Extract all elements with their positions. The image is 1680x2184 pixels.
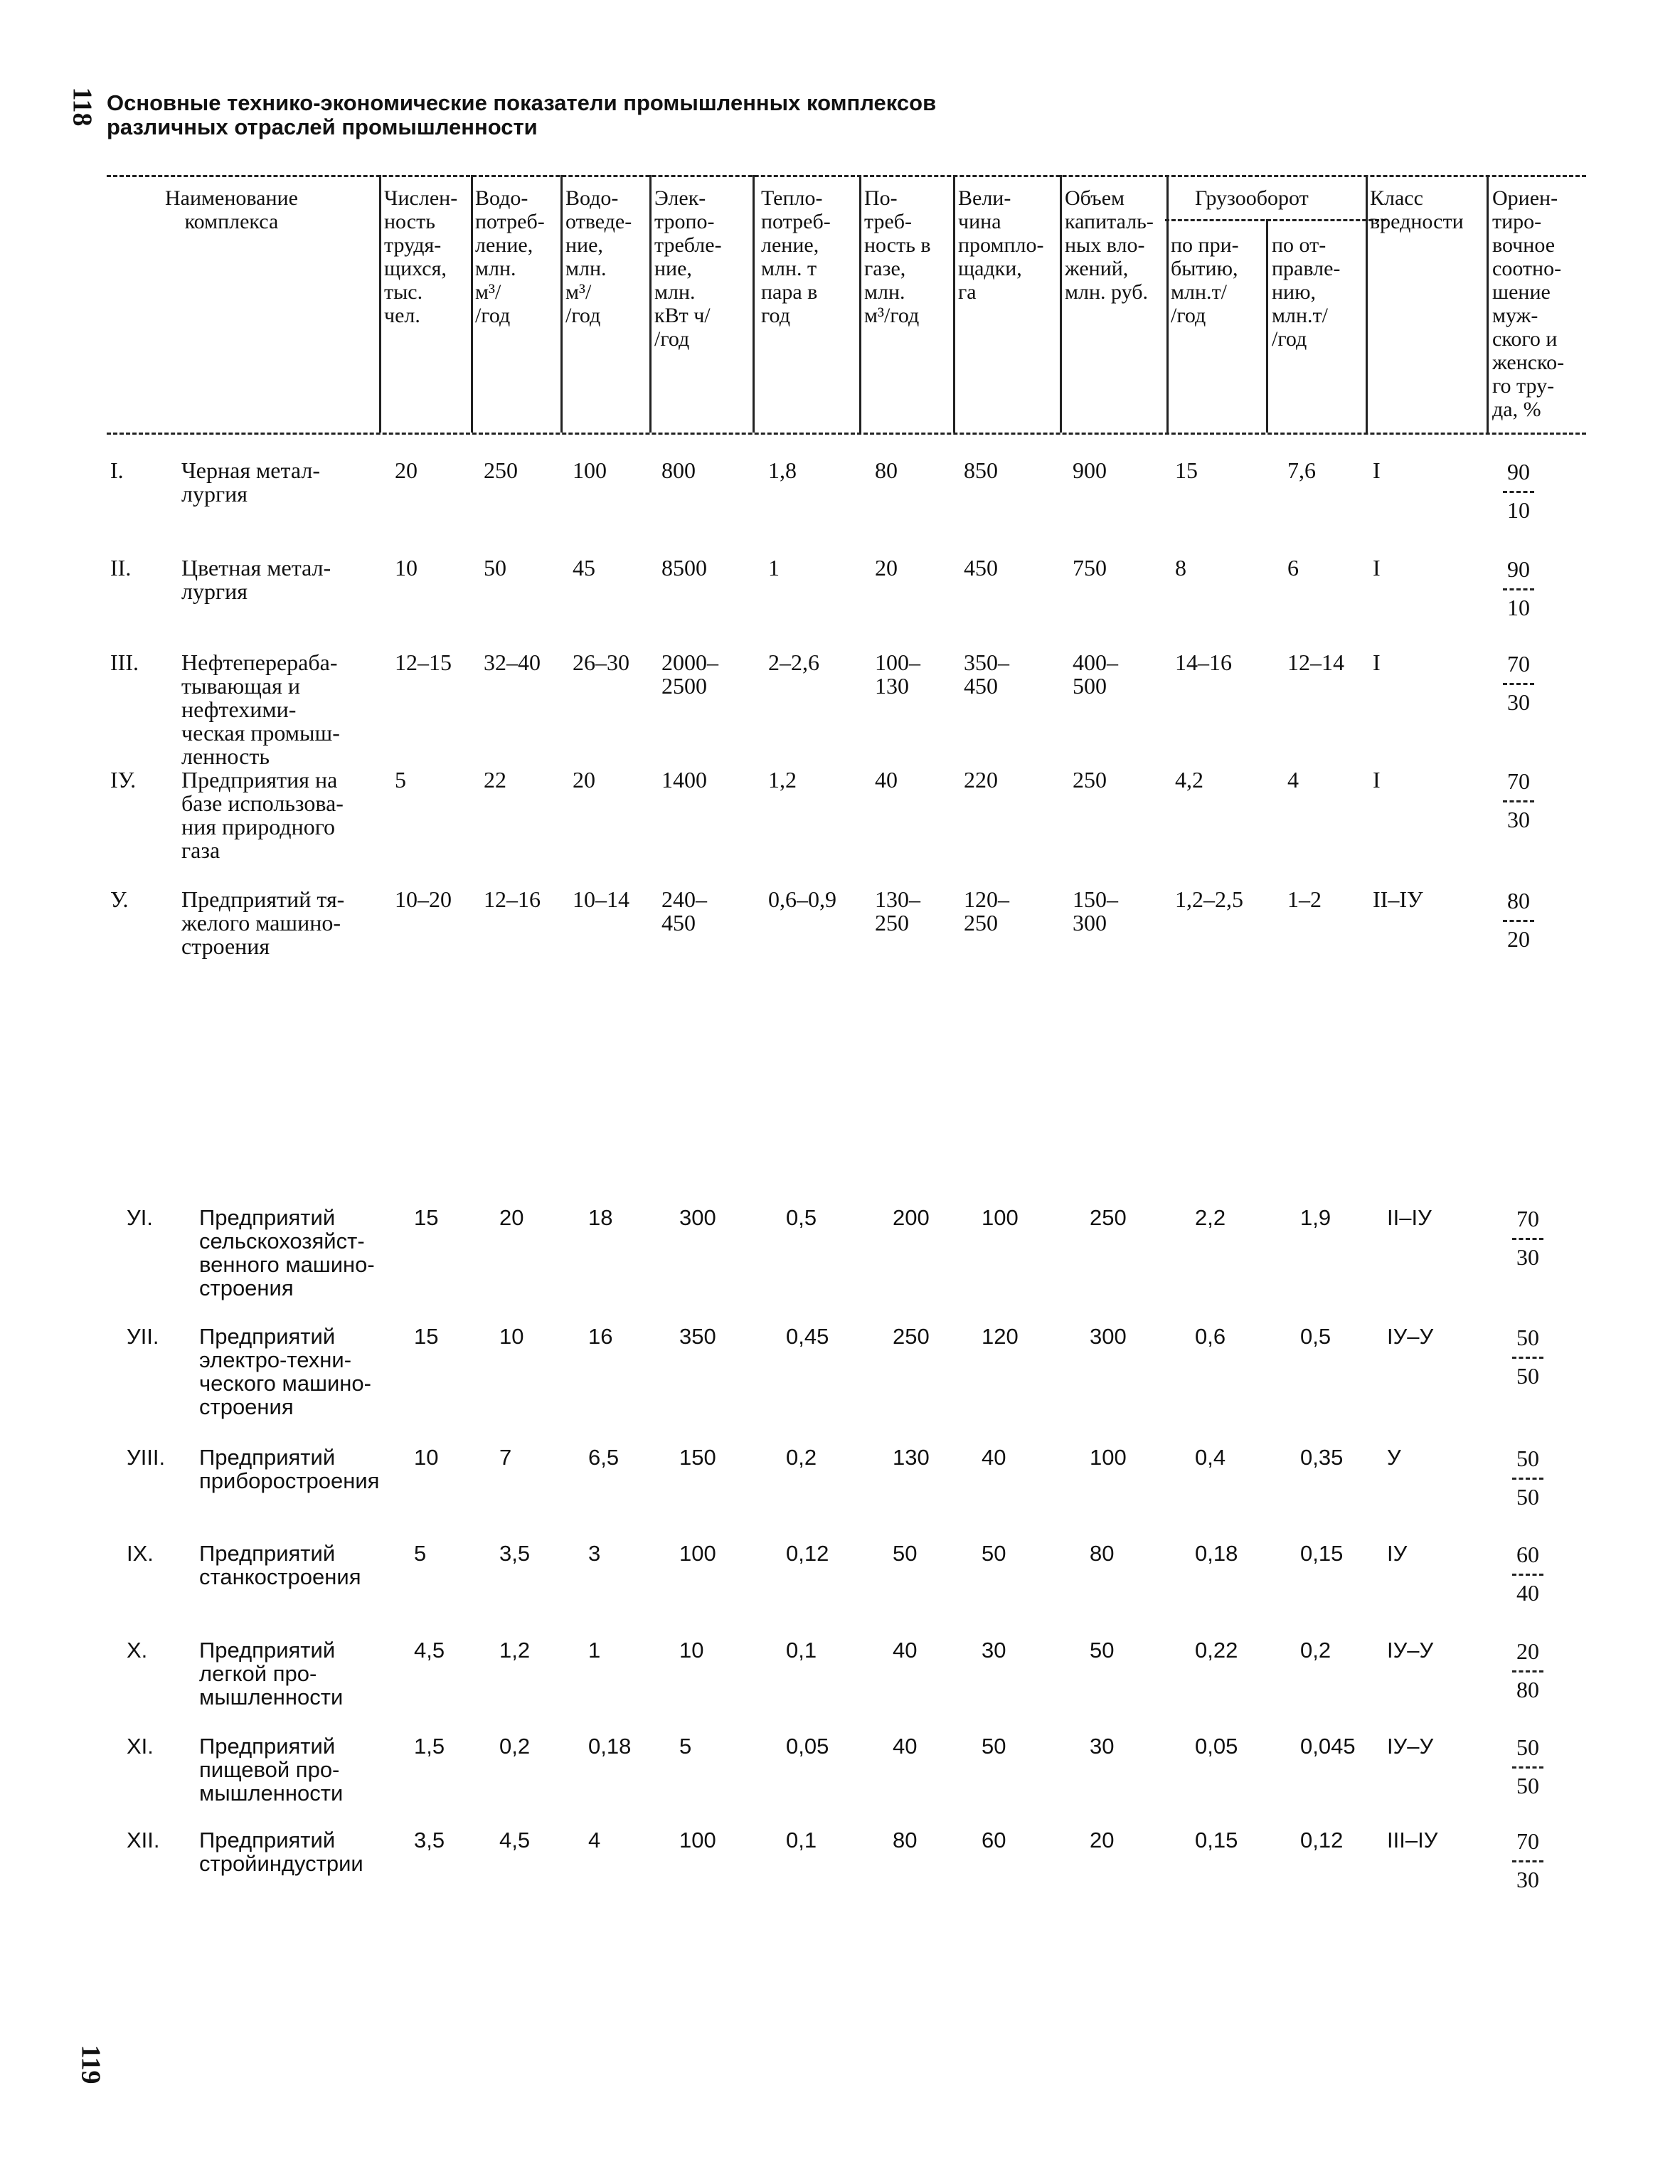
header-top-rule [107, 175, 1586, 177]
electricity-cell: 150 [679, 1445, 716, 1470]
header-area: Вели- чина промпло- щадки, га [958, 186, 1044, 304]
water-use-cell: 0,2 [499, 1734, 531, 1759]
ratio-male: 50 [1516, 1734, 1539, 1760]
investment-cell: 400– 500 [1073, 650, 1118, 699]
col-divider [471, 175, 473, 433]
gas-cell: 200 [893, 1205, 930, 1230]
row-number: УI. [127, 1205, 153, 1230]
freight-out-cell: 0,12 [1300, 1828, 1344, 1852]
heat-cell: 1 [768, 555, 780, 581]
hazard-cell: У [1387, 1445, 1401, 1470]
gender-ratio [1506, 1447, 1549, 1509]
row-name: Цветная метал- лургия [181, 555, 331, 604]
area-cell: 120 [982, 1324, 1019, 1349]
investment-cell: 250 [1090, 1205, 1127, 1230]
header-workers: Числен- ность трудя- щихся, тыс. чел. [384, 186, 458, 327]
hazard-cell: III–IУ [1387, 1828, 1438, 1852]
hazard-cell: IУ [1387, 1541, 1408, 1566]
row-number: X. [127, 1638, 148, 1663]
col-divider [1487, 175, 1489, 433]
row-name: Предприятий стройиндустрии [199, 1828, 363, 1876]
water-disposal-cell: 10–14 [573, 886, 629, 912]
hazard-cell: I [1373, 555, 1381, 581]
freight-subheader-rule [1165, 219, 1386, 221]
electricity-cell: 100 [679, 1828, 716, 1852]
water-use-cell: 1,2 [499, 1638, 531, 1663]
row-name: Предприятий электро-техни- ческого машино- строения [199, 1324, 371, 1419]
heat-cell: 0,5 [786, 1205, 817, 1230]
gas-cell: 50 [893, 1541, 918, 1566]
freight-in-cell: 8 [1175, 555, 1186, 581]
ratio-female: 30 [1507, 689, 1530, 715]
workers-cell: 5 [414, 1541, 427, 1566]
header-freight: Грузооборот [1195, 186, 1309, 210]
row-number: IУ. [110, 767, 137, 793]
ratio-male: 20 [1516, 1638, 1539, 1664]
freight-out-cell: 6 [1287, 555, 1299, 581]
row-number: XII. [127, 1828, 160, 1852]
freight-in-cell: 4,2 [1175, 767, 1203, 793]
heat-cell: 0,2 [786, 1445, 817, 1470]
water-disposal-cell: 6,5 [588, 1445, 620, 1470]
ratio-male: 80 [1507, 888, 1530, 913]
gender-ratio [1497, 558, 1540, 620]
ratio-bar [1512, 1766, 1543, 1769]
gender-ratio [1497, 460, 1540, 522]
row-number: XI. [127, 1734, 154, 1759]
header-gas: По- треб- ность в газе, млн. м³/год [864, 186, 931, 327]
area-cell: 100 [982, 1205, 1019, 1230]
header-bottom-rule [107, 433, 1586, 435]
area-cell: 850 [964, 457, 998, 483]
ratio-male: 90 [1507, 556, 1530, 582]
area-cell: 40 [982, 1445, 1006, 1470]
page-number-top: 118 [67, 87, 97, 127]
row-name: Предприятий сельскохозяйст- венного машино- строения [199, 1205, 375, 1300]
electricity-cell: 1400 [661, 767, 707, 793]
col-divider [379, 175, 381, 433]
ratio-female: 10 [1507, 497, 1530, 523]
workers-cell: 5 [395, 767, 406, 793]
ratio-female: 40 [1516, 1580, 1539, 1606]
col-divider [1060, 175, 1062, 433]
electricity-cell: 350 [679, 1324, 716, 1349]
water-use-cell: 22 [484, 767, 506, 793]
row-number: III. [110, 650, 139, 675]
freight-out-cell: 0,2 [1300, 1638, 1331, 1663]
area-cell: 120– 250 [964, 886, 1009, 935]
freight-out-cell: 12–14 [1287, 650, 1344, 675]
water-use-cell: 32–40 [484, 650, 541, 675]
heat-cell: 0,6–0,9 [768, 886, 836, 912]
water-use-cell: 12–16 [484, 886, 541, 912]
row-number: II. [110, 555, 132, 581]
workers-cell: 15 [414, 1205, 439, 1230]
row-name: Предприятий станкостроения [199, 1541, 361, 1589]
freight-in-cell: 1,2–2,5 [1175, 886, 1243, 912]
ratio-bar [1512, 1574, 1543, 1576]
gender-ratio [1497, 770, 1540, 832]
ratio-female: 30 [1516, 1867, 1539, 1892]
freight-in-cell: 0,05 [1195, 1734, 1238, 1759]
ratio-male: 50 [1516, 1446, 1539, 1471]
title-line-1: Основные технико-экономические показатели промышленных комплексов [107, 90, 937, 115]
ratio-female: 50 [1516, 1484, 1539, 1510]
water-use-cell: 250 [484, 457, 518, 483]
water-disposal-cell: 20 [573, 767, 595, 793]
workers-cell: 3,5 [414, 1828, 445, 1852]
workers-cell: 20 [395, 457, 418, 483]
row-number: У. [110, 886, 129, 912]
header-name: Наименование комплекса [165, 186, 298, 233]
water-use-cell: 10 [499, 1324, 524, 1349]
freight-out-cell: 1–2 [1287, 886, 1322, 912]
col-divider [953, 175, 955, 433]
heat-cell: 0,45 [786, 1324, 829, 1349]
gas-cell: 80 [875, 457, 898, 483]
water-disposal-cell: 18 [588, 1205, 613, 1230]
freight-out-cell: 0,15 [1300, 1541, 1344, 1566]
investment-cell: 300 [1090, 1324, 1127, 1349]
area-cell: 60 [982, 1828, 1006, 1852]
freight-in-cell: 0,22 [1195, 1638, 1238, 1663]
workers-cell: 15 [414, 1324, 439, 1349]
hazard-cell: I [1373, 457, 1381, 483]
row-name: Предприятий пищевой про- мышленности [199, 1734, 344, 1806]
col-divider [1166, 175, 1169, 433]
ratio-bar [1512, 1670, 1543, 1673]
electricity-cell: 5 [679, 1734, 692, 1759]
col-divider [1366, 175, 1368, 433]
freight-out-cell: 1,9 [1300, 1205, 1331, 1230]
gas-cell: 130– 250 [875, 886, 920, 935]
water-use-cell: 3,5 [499, 1541, 531, 1566]
gas-cell: 20 [875, 555, 898, 581]
ratio-female: 50 [1516, 1773, 1539, 1798]
gas-cell: 40 [875, 767, 898, 793]
heat-cell: 1,8 [768, 457, 797, 483]
header-investment: Объем капиталь- ных вло- жений, млн. руб. [1065, 186, 1154, 304]
title-line-2: различных отраслей промышленности [107, 115, 538, 139]
water-use-cell: 4,5 [499, 1828, 531, 1852]
gas-cell: 80 [893, 1828, 918, 1852]
hazard-cell: IУ–У [1387, 1638, 1434, 1663]
table-title [107, 91, 936, 139]
hazard-cell: I [1373, 767, 1381, 793]
gas-cell: 130 [893, 1445, 930, 1470]
investment-cell: 20 [1090, 1828, 1115, 1852]
electricity-cell: 10 [679, 1638, 704, 1663]
gender-ratio [1497, 889, 1540, 951]
freight-out-cell: 0,045 [1300, 1734, 1356, 1759]
electricity-cell: 240– 450 [661, 886, 707, 935]
ratio-male: 70 [1516, 1828, 1539, 1854]
header-freight-out: по от- правле- нию, млн.т/ /год [1272, 233, 1341, 351]
investment-cell: 750 [1073, 555, 1107, 581]
header-water-use: Водо- потреб- ление, млн. м³/ /год [475, 186, 545, 327]
header-water-disposal: Водо- отведе- ние, млн. м³/ /год [565, 186, 632, 327]
workers-cell: 10 [395, 555, 418, 581]
investment-cell: 150– 300 [1073, 886, 1118, 935]
hazard-cell: I [1373, 650, 1381, 675]
gas-cell: 100– 130 [875, 650, 920, 699]
ratio-female: 20 [1507, 926, 1530, 952]
freight-in-cell: 15 [1175, 457, 1198, 483]
ratio-male: 90 [1507, 459, 1530, 484]
gender-ratio [1506, 1326, 1549, 1388]
page-number-bottom: 119 [75, 2045, 106, 2084]
heat-cell: 0,1 [786, 1638, 817, 1663]
heat-cell: 2–2,6 [768, 650, 819, 675]
ratio-bar [1503, 920, 1534, 922]
hazard-cell: IУ–У [1387, 1734, 1434, 1759]
freight-in-cell: 0,4 [1195, 1445, 1226, 1470]
ratio-male: 60 [1516, 1542, 1539, 1567]
ratio-bar [1512, 1357, 1543, 1359]
gender-ratio [1506, 1207, 1549, 1269]
water-disposal-cell: 100 [573, 457, 607, 483]
ratio-male: 70 [1516, 1206, 1539, 1231]
water-disposal-cell: 4 [588, 1828, 601, 1852]
water-use-cell: 50 [484, 555, 506, 581]
row-name: Предприятий тя- желого машино- строения [181, 886, 345, 959]
freight-out-cell: 0,5 [1300, 1324, 1331, 1349]
freight-in-cell: 0,18 [1195, 1541, 1238, 1566]
area-cell: 50 [982, 1541, 1006, 1566]
row-name: Предприятий приборостроения [199, 1445, 380, 1493]
heat-cell: 0,05 [786, 1734, 829, 1759]
col-divider [1266, 219, 1268, 433]
investment-cell: 100 [1090, 1445, 1127, 1470]
freight-in-cell: 0,6 [1195, 1324, 1226, 1349]
water-disposal-cell: 1 [588, 1638, 601, 1663]
area-cell: 30 [982, 1638, 1006, 1663]
electricity-cell: 2000– 2500 [661, 650, 718, 699]
freight-in-cell: 0,15 [1195, 1828, 1238, 1852]
ratio-bar [1503, 588, 1534, 590]
hazard-cell: II–IУ [1387, 1205, 1432, 1230]
gender-ratio [1506, 1640, 1549, 1702]
hazard-cell: II–IУ [1373, 886, 1423, 912]
freight-in-cell: 14–16 [1175, 650, 1232, 675]
row-name: Предприятия на базе использова- ния природного газа [181, 767, 344, 863]
area-cell: 50 [982, 1734, 1006, 1759]
water-use-cell: 20 [499, 1205, 524, 1230]
water-disposal-cell: 3 [588, 1541, 601, 1566]
ratio-bar [1503, 800, 1534, 802]
freight-out-cell: 7,6 [1287, 457, 1316, 483]
col-divider [859, 175, 861, 433]
header-gender: Ориен- тиро- вочное соотно- шение муж- ского и женско- го тру- да, % [1492, 186, 1565, 421]
row-name: Предприятий легкой про- мышленности [199, 1638, 344, 1709]
freight-out-cell: 0,35 [1300, 1445, 1344, 1470]
ratio-bar [1503, 491, 1534, 493]
gender-ratio [1506, 1736, 1549, 1798]
header-hazard: Класс вредности [1370, 186, 1464, 233]
workers-cell: 10 [414, 1445, 439, 1470]
heat-cell: 0,12 [786, 1541, 829, 1566]
area-cell: 350– 450 [964, 650, 1009, 699]
workers-cell: 1,5 [414, 1734, 445, 1759]
row-number: I. [110, 457, 124, 483]
workers-cell: 12–15 [395, 650, 452, 675]
gender-ratio [1506, 1543, 1549, 1605]
investment-cell: 80 [1090, 1541, 1115, 1566]
water-use-cell: 7 [499, 1445, 512, 1470]
header-freight-in: по при- бытию, млн.т/ /год [1171, 233, 1239, 327]
heat-cell: 1,2 [768, 767, 797, 793]
electricity-cell: 300 [679, 1205, 716, 1230]
water-disposal-cell: 45 [573, 555, 595, 581]
investment-cell: 900 [1073, 457, 1107, 483]
ratio-female: 50 [1516, 1363, 1539, 1389]
investment-cell: 50 [1090, 1638, 1115, 1663]
gas-cell: 40 [893, 1734, 918, 1759]
investment-cell: 250 [1073, 767, 1107, 793]
row-number: УIII. [127, 1445, 166, 1470]
header-heat: Тепло- потреб- ление, млн. т пара в год [761, 186, 831, 327]
ratio-bar [1512, 1238, 1543, 1240]
electricity-cell: 800 [661, 457, 696, 483]
hazard-cell: IУ–У [1387, 1324, 1434, 1349]
gender-ratio [1497, 652, 1540, 714]
header-electricity: Элек- тропо- требле- ние, млн. кВт ч/ /год [654, 186, 722, 351]
row-name: Черная метал- лургия [181, 457, 320, 507]
water-disposal-cell: 0,18 [588, 1734, 632, 1759]
freight-out-cell: 4 [1287, 767, 1299, 793]
row-number: IX. [127, 1541, 154, 1566]
ratio-bar [1512, 1478, 1543, 1480]
water-disposal-cell: 26–30 [573, 650, 629, 675]
area-cell: 450 [964, 555, 998, 581]
col-divider [649, 175, 652, 433]
investment-cell: 30 [1090, 1734, 1115, 1759]
gas-cell: 40 [893, 1638, 918, 1663]
ratio-bar [1503, 683, 1534, 685]
workers-cell: 10–20 [395, 886, 452, 912]
electricity-cell: 100 [679, 1541, 716, 1566]
row-name: Нефтеперераба- тывающая и нефтехими- ческая промыш- ленность [181, 650, 340, 769]
area-cell: 220 [964, 767, 998, 793]
electricity-cell: 8500 [661, 555, 707, 581]
ratio-female: 30 [1507, 807, 1530, 832]
col-divider [753, 175, 755, 433]
col-divider [560, 175, 563, 433]
ratio-bar [1512, 1860, 1543, 1862]
workers-cell: 4,5 [414, 1638, 445, 1663]
ratio-female: 30 [1516, 1244, 1539, 1270]
ratio-male: 70 [1507, 651, 1530, 677]
freight-in-cell: 2,2 [1195, 1205, 1226, 1230]
row-number: УII. [127, 1324, 159, 1349]
water-disposal-cell: 16 [588, 1324, 613, 1349]
gender-ratio [1506, 1830, 1549, 1892]
ratio-male: 50 [1516, 1325, 1539, 1350]
heat-cell: 0,1 [786, 1828, 817, 1852]
ratio-male: 70 [1507, 768, 1530, 794]
ratio-female: 80 [1516, 1677, 1539, 1702]
ratio-female: 10 [1507, 595, 1530, 620]
gas-cell: 250 [893, 1324, 930, 1349]
